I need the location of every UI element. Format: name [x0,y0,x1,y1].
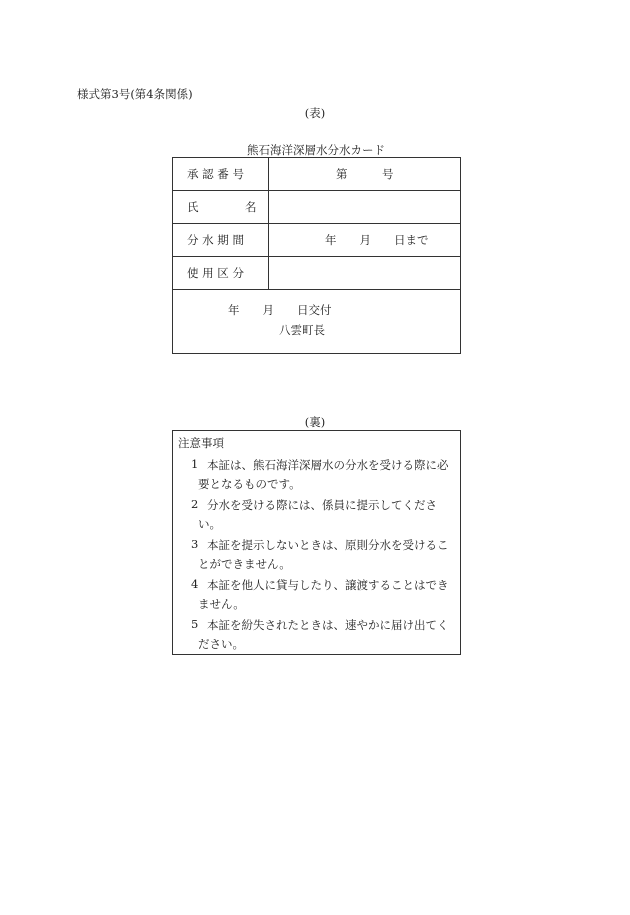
note-text-line2: い。 [198,517,221,531]
note-text-line1: 本証を提示しないときは、原則分水を受けるこ [207,538,449,552]
name-label-second: 名 [245,200,257,214]
notes-title: 注意事項 [178,436,224,450]
note-text-line2: とができません。 [198,557,291,571]
note-number: 5 [191,617,199,631]
front-side-label: (表) [304,106,326,120]
card-front [172,157,461,354]
distribution-period-row [173,224,460,257]
note-number: 2 [191,497,199,511]
name-row [173,191,460,224]
usage-category-row [173,257,460,290]
note-text-line2: 要となるものです。 [198,477,301,491]
approval-number-value: 第 号 [336,167,394,181]
issuer: 八雲町長 [279,323,325,337]
note-text-line1: 本証は、熊石海洋深層水の分水を受ける際に必 [207,458,449,472]
note-number: 3 [191,537,199,551]
card-back [172,430,461,655]
name-label-first: 氏 [187,200,199,214]
usage-category-label: 使 用 区 分 [187,266,244,280]
distribution-period-label: 分 水 期 間 [187,233,244,247]
note-text-line1: 本証を他人に貸与したり、譲渡することはでき [207,578,449,592]
approval-number-row [173,158,460,191]
note-text-line2: ません。 [198,597,245,611]
approval-number-label: 承 認 番 号 [187,167,244,181]
note-text-line2: ださい。 [198,637,244,651]
note-text-line1: 本証を紛失されたときは、速やかに届け出てく [207,618,449,632]
note-text-line1: 分水を受ける際には、係員に提示してくださ [207,498,437,512]
card-title: 熊石海洋深層水分水カード [247,143,385,157]
note-number: 4 [191,577,199,591]
note-number: 1 [191,457,199,471]
back-side-label: (裏) [304,415,326,429]
distribution-period-value: 年 月 日まで [325,233,429,247]
issue-section [173,290,460,353]
form-number: 様式第3号(第4条関係) [77,87,193,101]
issue-date: 年 月 日交付 [228,303,332,317]
